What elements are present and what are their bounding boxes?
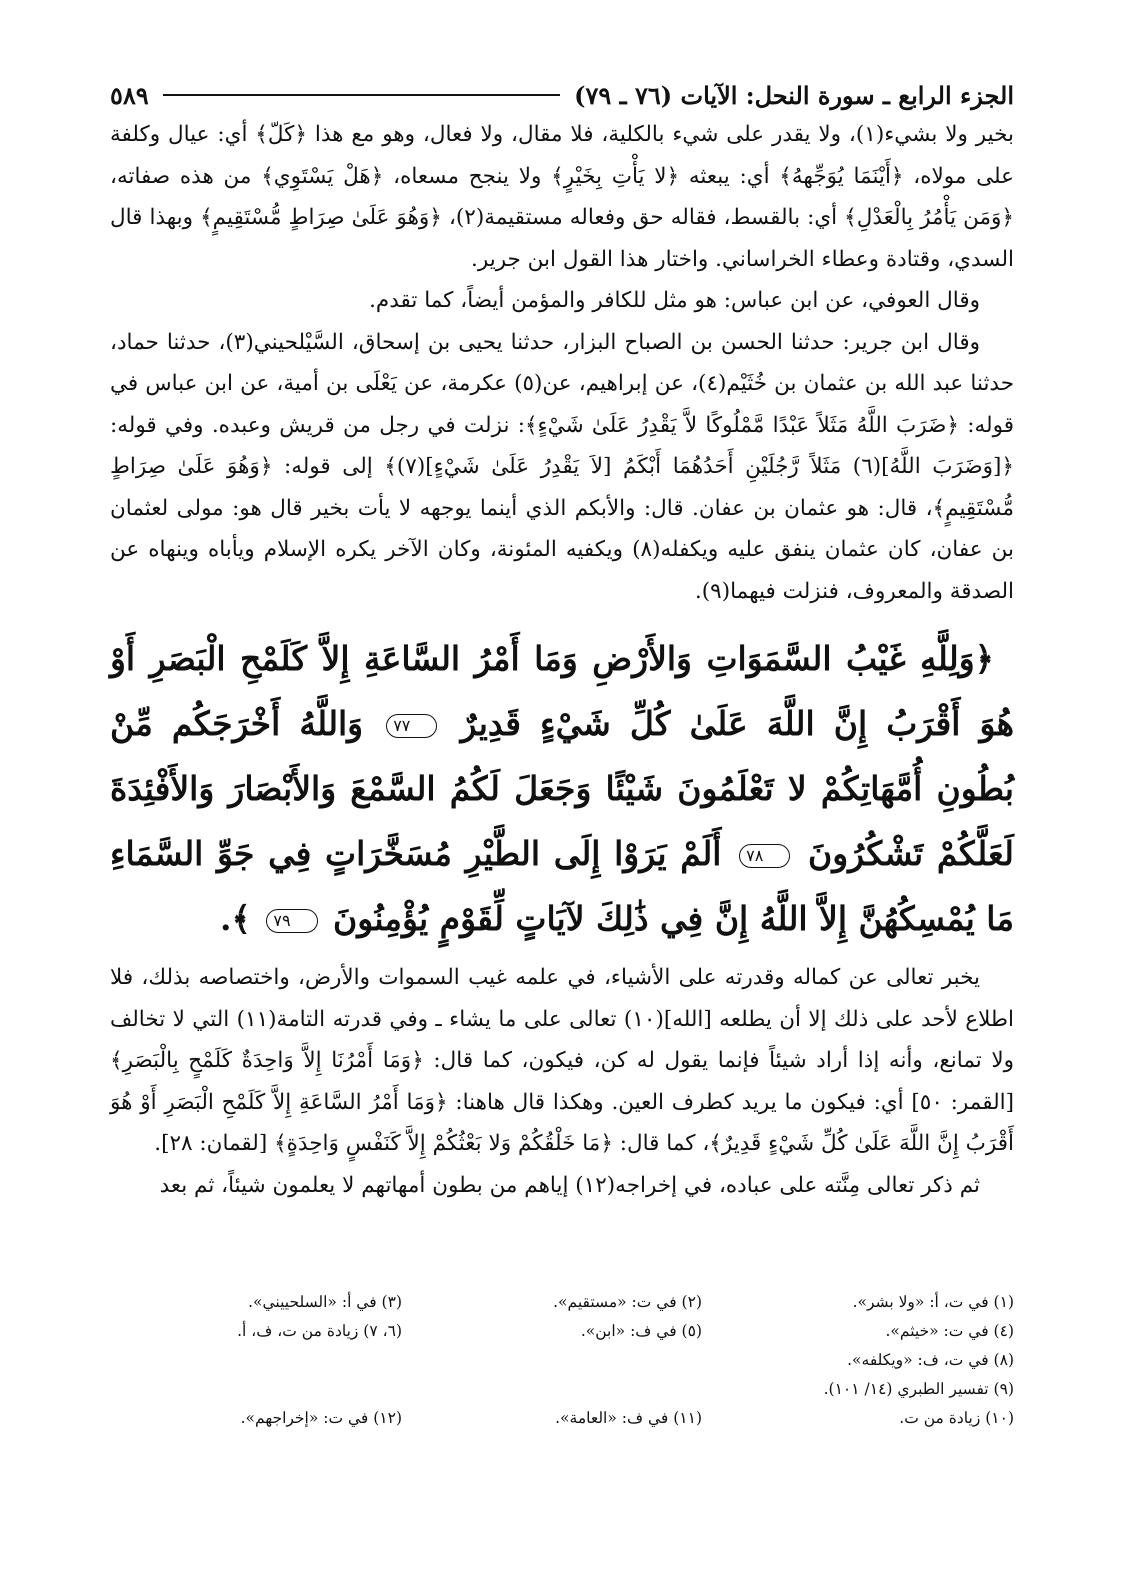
paragraph-1: بخير ولا بشيء(١)، ولا يقدر على شيء بالكلية، فلا مقال، ولا فعال، وهو مع هذا ﴿كَلّ﴾ أي: عيال وكلفة على مولاه، ﴿أَيْنَمَا يُوَجِّههُ﴾ أي: يبعثه ﴿لا يَأْتِ بِخَيْرٍ﴾ ولا ينجح مسعاه، ﴿هَلْ يَسْتَوِي﴾ من هذه صفاته، ﴿وَمَن يَأْمُرُ بِالْعَدْلِ﴾ أي: بالقسط، فقاله حق وفعاله مستقيمة(٢)، ﴿وَهُوَ عَلَىٰ صِرَاطٍ مُّسْتَقِيمٍ﴾ وبهذا قال السدي، وقتادة وعطاء الخراساني. واختار هذا القول ابن جرير. [110,122,1015,272]
paragraph-3: وقال ابن جرير: حدثنا الحسن بن الصباح البزار، حدثنا يحيى بن إسحاق، السَّيْلحيني(٣)، حدثنا حماد، حدثنا عبد الله بن عثمان بن خُثَيْم(٤)، عن إبراهيم، عن(٥) عكرمة، عن يَعْلَى بن أمية، عن ابن عباس في قوله: ﴿ضَرَبَ اللَّهُ مَثَلاً عَبْدًا مَّمْلُوكًا لاَّ يَقْدِرُ عَلَىٰ شَيْءٍ﴾: نزلت في رجل من قريش وعبده. وفي قوله: ﴿[وَضَرَبَ اللَّهُ](٦) مَثَلاً رَّجُلَيْنِ أَحَدُهُمَا أَبْكَمُ [لاَ يَقْدِرُ عَلَىٰ شَيْءٍ](٧)﴾ إلى قوله: ﴿وَهُوَ عَلَىٰ صِرَاطٍ مُّسْتَقِيمٍ﴾، قال: هو عثمان بن عفان. قال: والأبكم الذي أينما يوجهه لا يأت بخير قال هو: مولى لعثمان بن عفان، كان عثمان ينفق عليه ويكفله(٨) ويكفيه المئونة، وكان الآخر يكره الإسلام ويأباه وينهاه عن الصدقة والمعروف، فنزلت فيهما(٩). [110,329,1015,604]
footnote-2: (٢) في ت: «مستقيم». [553,1293,702,1311]
ayah-marker-78: ٧٨ [739,844,790,868]
verse-76-77-text: ﴿وَلِلَّهِ غَيْبُ السَّمَوَاتِ وَالأَرْضِ وَمَا أَمْرُ السَّاعَةِ إِلاَّ كَلَمْحِ الْبَصَرِ أَوْ هُوَ أَقْرَبُ إِنَّ اللَّهَ عَلَىٰ كُلِّ شَيْءٍ قَدِيرٌ [110,639,1014,743]
footnote-11: (١١) في ف: «العامة». [555,1409,702,1427]
verse-78-text: وَاللَّهُ أَخْرَجَكُم مِّنْ بُطُونِ أُمَّهَاتِكُمْ لا تَعْلَمُونَ شَيْئًا وَجَعَلَ لَكُمُ السَّمْعَ وَالأَبْصَارَ وَالأَفْئِدَةَ لَعَلَّكُمْ تَشْكُرُونَ [110,704,1014,873]
verse-79-text: أَلَمْ يَرَوْا إِلَى الطَّيْرِ مُسَخَّرَاتٍ فِي جَوِّ السَّمَاءِ مَا يُمْسِكُهُنَّ إِلاَّ اللَّهُ إِنَّ فِي ذَٰلِكَ لآيَاتٍ لِّقَوْمٍ يُؤْمِنُونَ [110,834,1014,938]
footnote-3: (٣) في أ: «السلحييني». [248,1293,402,1311]
paragraph-4: يخبر تعالى عن كماله وقدرته على الأشياء، في علمه غيب السموات والأرض، واختصاصه بذلك، فلا اطلاع لأحد على ذلك إلا أن يطلعه [الله](١٠) تعالى على ما يشاء ـ وفي قدرته التامة(١١) التي لا تخالف ولا تمانع، وأنه إذا أراد شيئاً فإنما يقول له كن، فيكون، كما قال: ﴿وَمَا أَمْرُنَا إِلاَّ وَاحِدَةٌ كَلَمْحٍ بِالْبَصَرِ﴾ [القمر: ٥٠] أي: فيكون ما يريد كطرف العين. وهكذا قال هاهنا: ﴿وَمَا أَمْرُ السَّاعَةِ إِلاَّ كَلَمْحِ الْبَصَرِ أَوْ هُوَ أَقْرَبُ إِنَّ اللَّهَ عَلَىٰ كُلِّ شَيْءٍ قَدِيرٌ﴾، كما قال: ﴿مَا خَلْقُكُمْ وَلا بَعْثُكُمْ إِلاَّ كَنَفْسٍ وَاحِدَةٍ﴾ [لقمان: ٢٨]. [110,965,1014,1156]
footnote-1: (١) في ت، أ: «ولا بشر». [852,1293,1014,1311]
footnote-row [110,1288,1014,1317]
page-header [110,78,1014,112]
ayah-marker-79: ٧٩ [266,909,317,933]
page-number: ٥٨٩ [110,80,149,110]
footnote-9: (٩) تفسير الطبري (١٤/ ١٠١). [823,1380,1014,1398]
footnote-row [110,1317,1014,1346]
footnote-row [110,1404,1014,1433]
footnote-row [110,1346,1014,1375]
paragraph-2: وقال العوفي، عن ابن عباس: هو مثل للكافر والمؤمن أيضاً، كما تقدم. [369,288,980,313]
footnote-6-7: (٦، ٧) زيادة من ت، ف، أ. [237,1322,402,1340]
verse-close: ﴾. [220,899,251,938]
footnote-8: (٨) في ت، ف: «ويكلفه». [847,1351,1014,1369]
footnote-4: (٤) في ت: «خيثم». [885,1322,1014,1340]
quran-verses [110,626,1014,951]
footnote-12: (١٢) في ت: «إخراجهم». [240,1409,402,1427]
footnote-5: (٥) في ف: «ابن». [580,1322,702,1340]
running-title: الجزء الرابع ـ سورة النحل: الآيات (٧٦ ـ ٧٩) [574,80,1014,110]
ayah-marker-77: ٧٧ [386,714,437,738]
paragraph-5: ثم ذكر تعالى مِنَّته على عباده، في إخراجه(١٢) إياهم من بطون أمهاتهم لا يعلمون شيئاً، ثم بعد [159,1172,980,1198]
footnotes [110,1288,1014,1433]
footnote-row [110,1375,1014,1404]
header-rule [163,94,560,96]
footnote-10: (١٠) زيادة من ت. [899,1409,1014,1427]
